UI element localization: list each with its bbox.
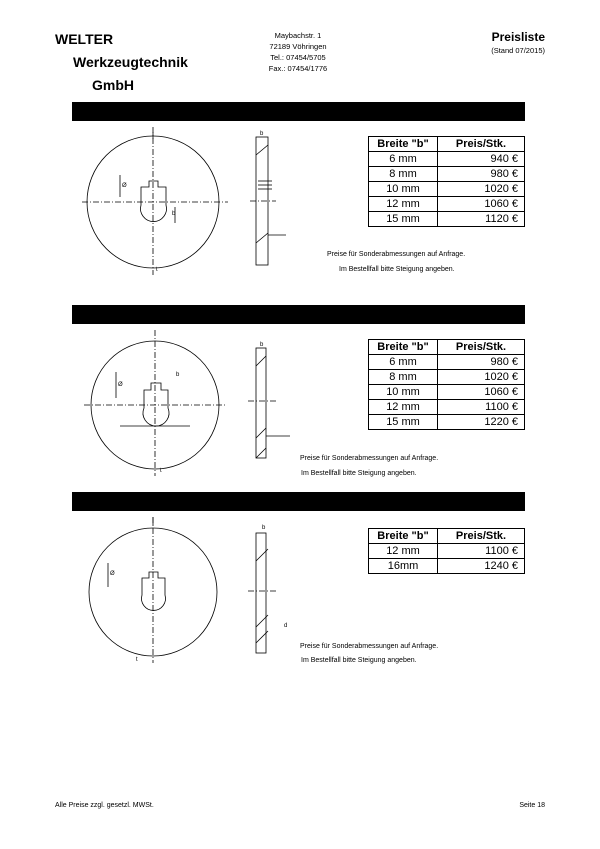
table-row bbox=[369, 415, 525, 430]
column-header-width: Breite "b" bbox=[369, 137, 438, 152]
price-table-1 bbox=[368, 136, 525, 227]
footer-vat-note: Alle Preise zzgl. gesetzl. MWSt. bbox=[55, 802, 154, 809]
section-bar-3 bbox=[72, 492, 525, 511]
address-phone: Tel.: 07454/5705 bbox=[270, 53, 326, 62]
width-cell: 12 mm bbox=[369, 197, 438, 212]
svg-text:t: t bbox=[160, 468, 162, 474]
svg-text:Ø: Ø bbox=[110, 571, 115, 577]
svg-text:b: b bbox=[172, 211, 176, 217]
technical-drawing-1 bbox=[80, 125, 300, 285]
price-cell: 1120 € bbox=[438, 212, 525, 227]
price-cell: 1100 € bbox=[438, 400, 525, 415]
width-cell: 8 mm bbox=[369, 370, 438, 385]
technical-drawing-2 bbox=[80, 328, 300, 478]
section-bar-1 bbox=[72, 102, 525, 121]
company-address bbox=[248, 30, 348, 74]
width-cell: 8 mm bbox=[369, 167, 438, 182]
address-fax: Fax.: 07454/1776 bbox=[268, 64, 328, 73]
svg-text:t: t bbox=[156, 267, 158, 273]
column-header-width: Breite "b" bbox=[369, 529, 438, 544]
table-header-row bbox=[369, 529, 525, 544]
note-order-pitch: Im Bestellfall bitte Steigung angeben. bbox=[301, 657, 417, 664]
page-number: Seite 18 bbox=[519, 802, 545, 809]
table-row bbox=[369, 167, 525, 182]
svg-text:Ø: Ø bbox=[122, 183, 127, 189]
price-cell: 940 € bbox=[438, 152, 525, 167]
width-cell: 12 mm bbox=[369, 400, 438, 415]
price-cell: 1020 € bbox=[438, 370, 525, 385]
section-bar-2 bbox=[72, 305, 525, 324]
table-row bbox=[369, 544, 525, 559]
table-header-row bbox=[369, 137, 525, 152]
table-row bbox=[369, 182, 525, 197]
note-special-sizes: Preise für Sonderabmessungen auf Anfrage. bbox=[300, 455, 439, 462]
column-header-price: Preis/Stk. bbox=[438, 340, 525, 355]
svg-text:d: d bbox=[284, 623, 288, 629]
column-header-price: Preis/Stk. bbox=[438, 137, 525, 152]
table-row bbox=[369, 197, 525, 212]
width-cell: 16mm bbox=[369, 559, 438, 574]
table-row bbox=[369, 370, 525, 385]
note-order-pitch: Im Bestellfall bitte Steigung angeben. bbox=[301, 470, 417, 477]
svg-text:b: b bbox=[260, 342, 264, 348]
width-cell: 10 mm bbox=[369, 182, 438, 197]
price-cell: 1220 € bbox=[438, 415, 525, 430]
price-cell: 1060 € bbox=[438, 197, 525, 212]
address-street: Maybachstr. 1 bbox=[274, 31, 322, 40]
column-header-price: Preis/Stk. bbox=[438, 529, 525, 544]
company-name-line3: GmbH bbox=[92, 77, 134, 93]
document-title: Preisliste bbox=[491, 30, 545, 44]
note-order-pitch: Im Bestellfall bitte Steigung angeben. bbox=[339, 266, 455, 273]
svg-text:Ø: Ø bbox=[118, 382, 123, 388]
width-cell: 10 mm bbox=[369, 385, 438, 400]
width-cell: 15 mm bbox=[369, 415, 438, 430]
price-table-3 bbox=[368, 528, 525, 574]
width-cell: 6 mm bbox=[369, 355, 438, 370]
width-cell: 6 mm bbox=[369, 152, 438, 167]
table-row bbox=[369, 152, 525, 167]
table-row bbox=[369, 212, 525, 227]
svg-text:b: b bbox=[176, 372, 180, 378]
note-special-sizes: Preise für Sonderabmessungen auf Anfrage. bbox=[327, 251, 466, 258]
width-cell: 15 mm bbox=[369, 212, 438, 227]
price-cell: 980 € bbox=[438, 167, 525, 182]
technical-drawing-3 bbox=[80, 515, 300, 665]
svg-text:t: t bbox=[136, 657, 138, 663]
price-cell: 1020 € bbox=[438, 182, 525, 197]
note-special-sizes: Preise für Sonderabmessungen auf Anfrage. bbox=[300, 643, 439, 650]
company-name-line2: Werkzeugtechnik bbox=[73, 54, 188, 70]
table-row bbox=[369, 559, 525, 574]
address-city: 72189 Vöhringen bbox=[269, 42, 327, 51]
price-cell: 980 € bbox=[438, 355, 525, 370]
price-cell: 1100 € bbox=[438, 544, 525, 559]
document-date: (Stand 07/2015) bbox=[491, 46, 545, 55]
price-table-2 bbox=[368, 339, 525, 430]
table-row bbox=[369, 355, 525, 370]
company-name-line1: WELTER bbox=[55, 31, 114, 47]
width-cell: 12 mm bbox=[369, 544, 438, 559]
svg-text:b: b bbox=[260, 131, 264, 137]
svg-text:b: b bbox=[262, 525, 266, 531]
price-cell: 1240 € bbox=[438, 559, 525, 574]
price-cell: 1060 € bbox=[438, 385, 525, 400]
table-header-row bbox=[369, 340, 525, 355]
column-header-width: Breite "b" bbox=[369, 340, 438, 355]
table-row bbox=[369, 400, 525, 415]
table-row bbox=[369, 385, 525, 400]
